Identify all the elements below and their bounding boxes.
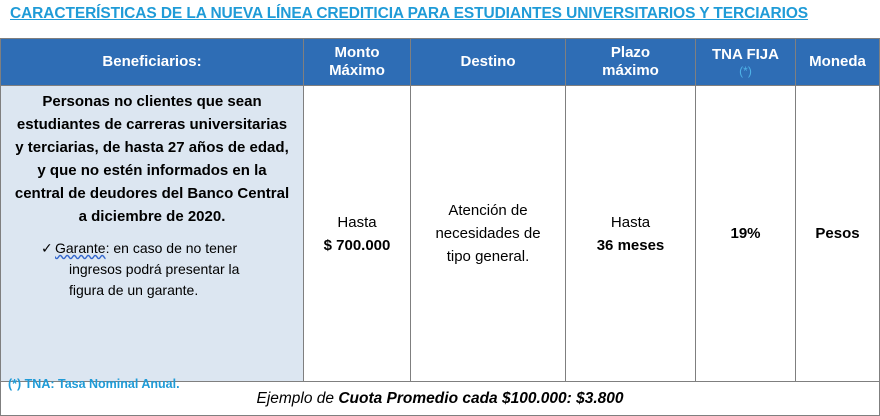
monto-prefix: Hasta	[337, 213, 377, 231]
header-tna-footnote-mark: (*)	[739, 64, 752, 78]
garante-note	[1, 228, 303, 301]
garante-line-1	[39, 238, 291, 259]
garante-line-2: ingresos podrá presentar la	[69, 261, 240, 277]
table-row	[1, 86, 880, 382]
checkmark-icon: ✓	[41, 240, 53, 256]
header-destino: Destino	[411, 39, 566, 86]
cell-beneficiarios	[1, 86, 304, 382]
header-plazo-maximo	[566, 39, 696, 86]
plazo-prefix: Hasta	[610, 213, 651, 231]
page-title: CARACTERÍSTICAS DE LA NUEVA LÍNEA CREDITICIA PARA ESTUDIANTES UNIVERSITARIOS Y TERCIARIOS	[10, 5, 809, 22]
cell-tna: 19%	[696, 86, 796, 382]
header-monto-line2: Máximo	[329, 62, 385, 79]
header-beneficiarios: Beneficiarios:	[1, 39, 304, 86]
example-prefix: Ejemplo de	[256, 389, 339, 407]
destino-text: Atención de necesidades de tipo general.	[435, 202, 541, 265]
table-header-row	[1, 39, 880, 86]
header-tna-label: TNA FIJA	[712, 46, 779, 63]
header-monto-line1: Monto	[334, 44, 380, 61]
header-moneda: Moneda	[796, 39, 880, 86]
cell-plazo	[566, 86, 696, 382]
beneficiarios-description: Personas no clientes que sean estudiantes de carreras universitarias y terciarias, de hasta 27 años de edad, y que no estén informados en la central de deudores del Banco Central a diciembre de 2020.	[14, 93, 290, 225]
garante-label: Garante	[55, 240, 106, 256]
garante-line-1-text: : en caso de no tener	[105, 240, 238, 256]
plazo-value: 36 meses	[596, 236, 665, 254]
header-plazo-line2: máximo	[602, 62, 659, 79]
cell-monto	[304, 86, 411, 382]
example-value: Cuota Promedio cada $100.000: $3.800	[338, 389, 624, 407]
garante-line-3: figura de un garante.	[69, 282, 199, 298]
header-tna-fija	[696, 39, 796, 86]
monto-value: $ 700.000	[323, 236, 391, 254]
header-monto-maximo	[304, 39, 411, 86]
header-plazo-line1: Plazo	[610, 44, 651, 61]
cell-destino	[411, 86, 566, 382]
footnote: (*) TNA: Tasa Nominal Anual.	[8, 377, 180, 391]
cell-moneda: Pesos	[796, 86, 880, 382]
credit-line-table	[0, 38, 880, 416]
